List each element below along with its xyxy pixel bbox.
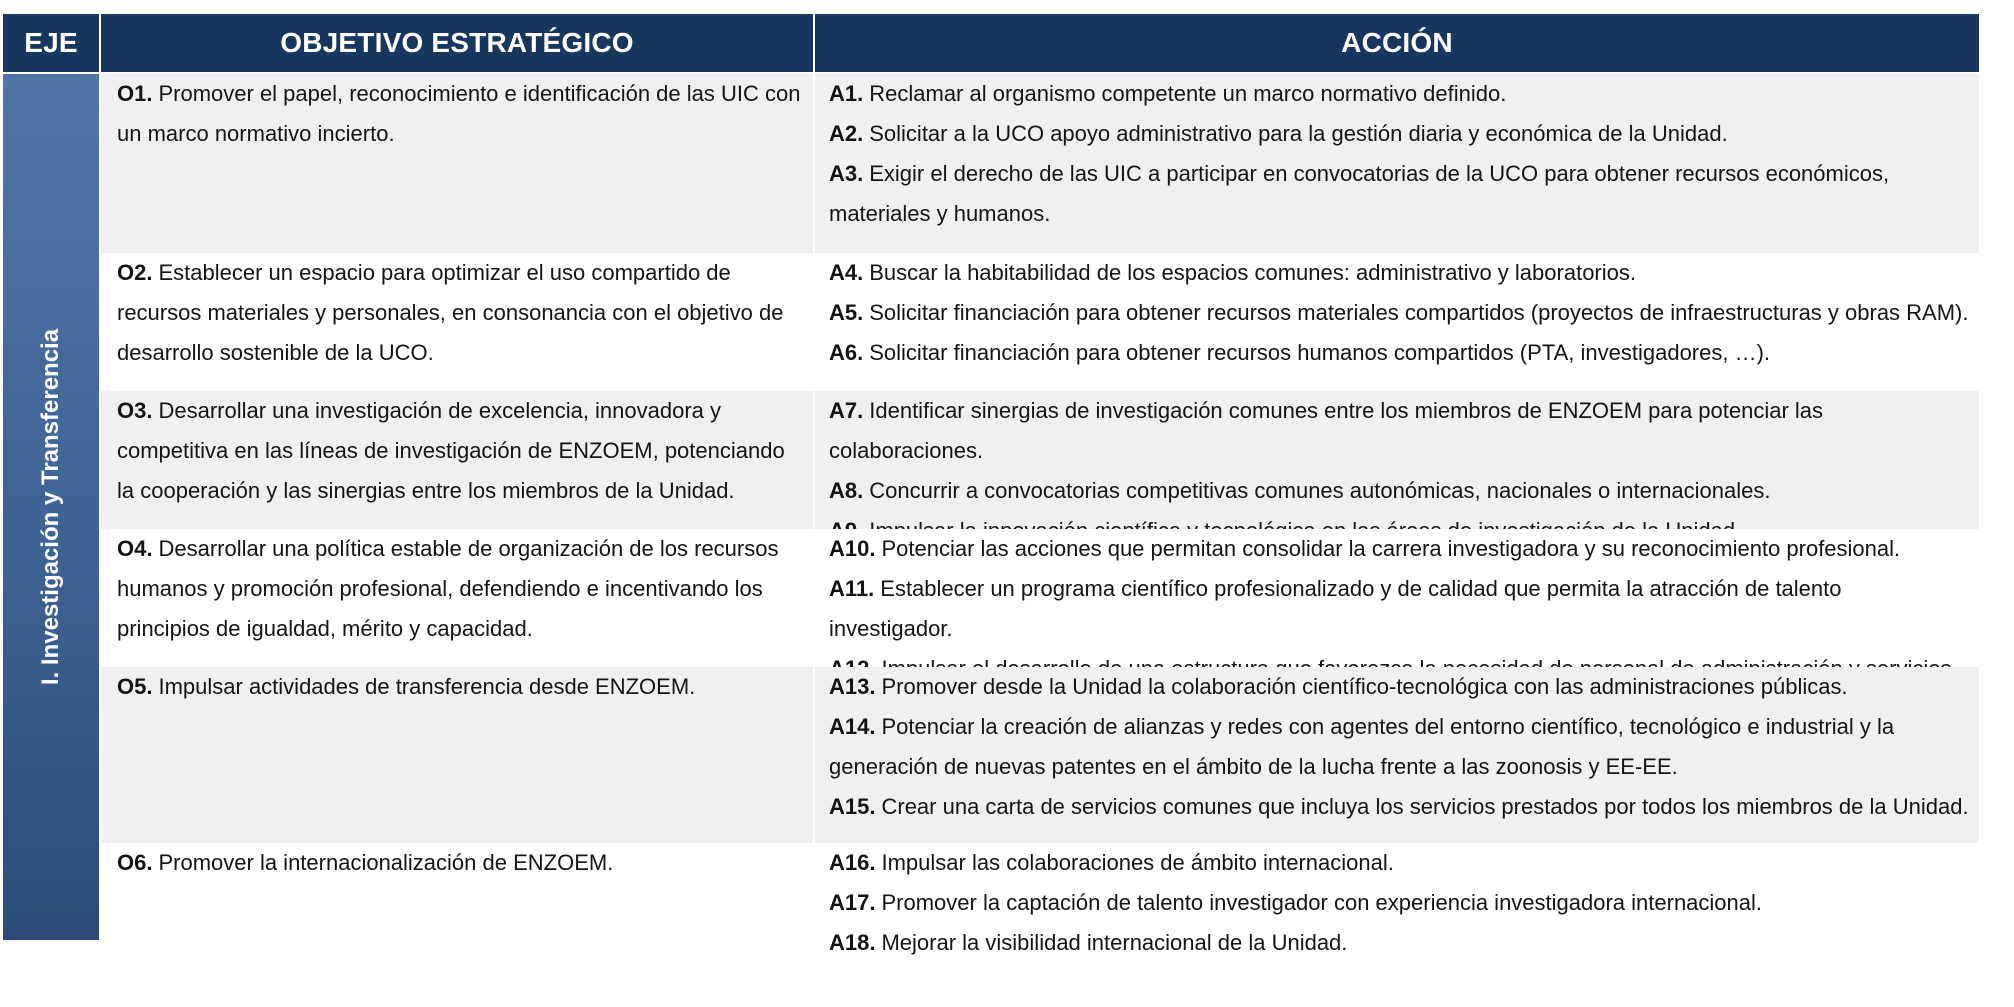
axis-label: I. Investigación y Transferencia (37, 328, 64, 686)
action-item (829, 843, 1971, 883)
action-text: Mejorar la visibilidad internacional de la Unidad. (881, 930, 1348, 955)
header-eje: EJE (3, 14, 99, 72)
action-item (829, 787, 1971, 827)
objective-code: O1. (117, 81, 153, 106)
table-row (101, 391, 1979, 529)
action-cell (815, 843, 1979, 980)
action-text: Crear una carta de servicios comunes que incluya los servicios prestados por todos los miembros de la Unidad. (881, 794, 1969, 819)
action-code: A14. (829, 714, 876, 739)
objective-code: O2. (117, 260, 153, 285)
action-item (829, 333, 1971, 373)
objective-code: O4. (117, 536, 153, 561)
action-cell (815, 253, 1979, 391)
header-objective: OBJETIVO ESTRATÉGICO (101, 14, 813, 72)
objective-code: O6. (117, 850, 153, 875)
action-code: A13. (829, 674, 876, 699)
action-item (829, 529, 1971, 569)
objective-cell (101, 529, 813, 667)
objective-text: Desarrollar una investigación de excelencia, innovadora y competitiva en las líneas de investigación de ENZOEM, potenciando la cooperación y las sinergias entre los miembros de la Unidad. (117, 398, 785, 503)
action-text: Potenciar las acciones que permitan consolidar la carrera investigadora y su reconocimiento profesional. (881, 536, 1901, 561)
action-cell (815, 529, 1979, 667)
action-item (829, 391, 1971, 471)
objective-cell (101, 667, 813, 843)
action-item (829, 114, 1971, 154)
objective-text: Establecer un espacio para optimizar el uso compartido de recursos materiales y personales, en consonancia con el objetivo de desarrollo sostenible de la UCO. (117, 260, 784, 365)
table-row (101, 529, 1979, 667)
action-text: Promover la captación de talento investigador con experiencia investigadora internacional. (881, 890, 1763, 915)
action-item (829, 569, 1971, 649)
action-cell (815, 391, 1979, 529)
action-item (829, 707, 1971, 787)
objective-text: Impulsar actividades de transferencia desde ENZOEM. (158, 674, 696, 699)
objective-cell (101, 74, 813, 253)
action-item (829, 293, 1971, 333)
action-code: A16. (829, 850, 876, 875)
action-code: A17. (829, 890, 876, 915)
action-code: A11. (829, 576, 875, 601)
objective-text: Promover la internacionalización de ENZOEM. (158, 850, 614, 875)
table-body (101, 74, 1979, 980)
action-text: Solicitar a la UCO apoyo administrativo para la gestión diaria y económica de la Unidad. (869, 121, 1728, 146)
action-item (829, 471, 1971, 511)
action-text: Buscar la habitabilidad de los espacios comunes: administrativo y laboratorios. (869, 260, 1636, 285)
action-text: Identificar sinergias de investigación comunes entre los miembros de ENZOEM para potenciar las colaboraciones. (829, 398, 1824, 463)
action-text: Promover desde la Unidad la colaboración científico-tecnológica con las administraciones públicas. (881, 674, 1848, 699)
action-item (829, 74, 1971, 114)
action-code: A4. (829, 260, 864, 285)
action-code: A3. (829, 161, 864, 186)
action-text: Solicitar financiación para obtener recursos humanos compartidos (PTA, investigadores, …). (869, 340, 1771, 365)
table-row (101, 74, 1979, 253)
axis-column (3, 74, 99, 940)
action-code: A8. (829, 478, 864, 503)
action-text: Solicitar financiación para obtener recursos materiales compartidos (proyectos de infraestructuras y obras RAM). (869, 300, 1969, 325)
action-code: A10. (829, 536, 876, 561)
action-item (829, 154, 1971, 234)
objective-cell (101, 843, 813, 980)
action-text: Impulsar las colaboraciones de ámbito internacional. (881, 850, 1394, 875)
strategic-plan-table (3, 14, 1979, 955)
table-row (101, 843, 1979, 980)
objective-code: O5. (117, 674, 153, 699)
action-item (829, 667, 1971, 707)
objective-cell (101, 391, 813, 529)
action-code: A18. (829, 930, 876, 955)
action-text: Concurrir a convocatorias competitivas comunes autonómicas, nacionales o internacionales. (869, 478, 1771, 503)
action-text: Establecer un programa científico profesionalizado y de calidad que permita la atracción de talento investigador. (829, 576, 1842, 641)
objective-code: O3. (117, 398, 153, 423)
objective-text: Desarrollar una política estable de organización de los recursos humanos y promoción profesional, defendiendo e incentivando los principios de igualdad, mérito y capacidad. (117, 536, 779, 641)
action-code: A1. (829, 81, 864, 106)
action-text: Reclamar al organismo competente un marco normativo definido. (869, 81, 1507, 106)
action-item (829, 923, 1971, 963)
action-text: Exigir el derecho de las UIC a participar en convocatorias de la UCO para obtener recursos económicos, materiales y humanos. (829, 161, 1890, 226)
action-code: A15. (829, 794, 876, 819)
action-code: A2. (829, 121, 864, 146)
table-row (101, 253, 1979, 391)
action-item (829, 253, 1971, 293)
header-action: ACCIÓN (815, 14, 1979, 72)
objective-text: Promover el papel, reconocimiento e identificación de las UIC con un marco normativo incierto. (117, 81, 801, 146)
action-item (829, 883, 1971, 923)
action-code: A7. (829, 398, 864, 423)
action-code: A6. (829, 340, 864, 365)
action-text: Potenciar la creación de alianzas y redes con agentes del entorno científico, tecnológico e industrial y la generación de nuevas patentes en el ámbito de la lucha frente a las zoonosis y EE-EE. (829, 714, 1895, 779)
action-cell (815, 667, 1979, 843)
action-code: A5. (829, 300, 864, 325)
table-row (101, 667, 1979, 843)
action-cell (815, 74, 1979, 253)
objective-cell (101, 253, 813, 391)
